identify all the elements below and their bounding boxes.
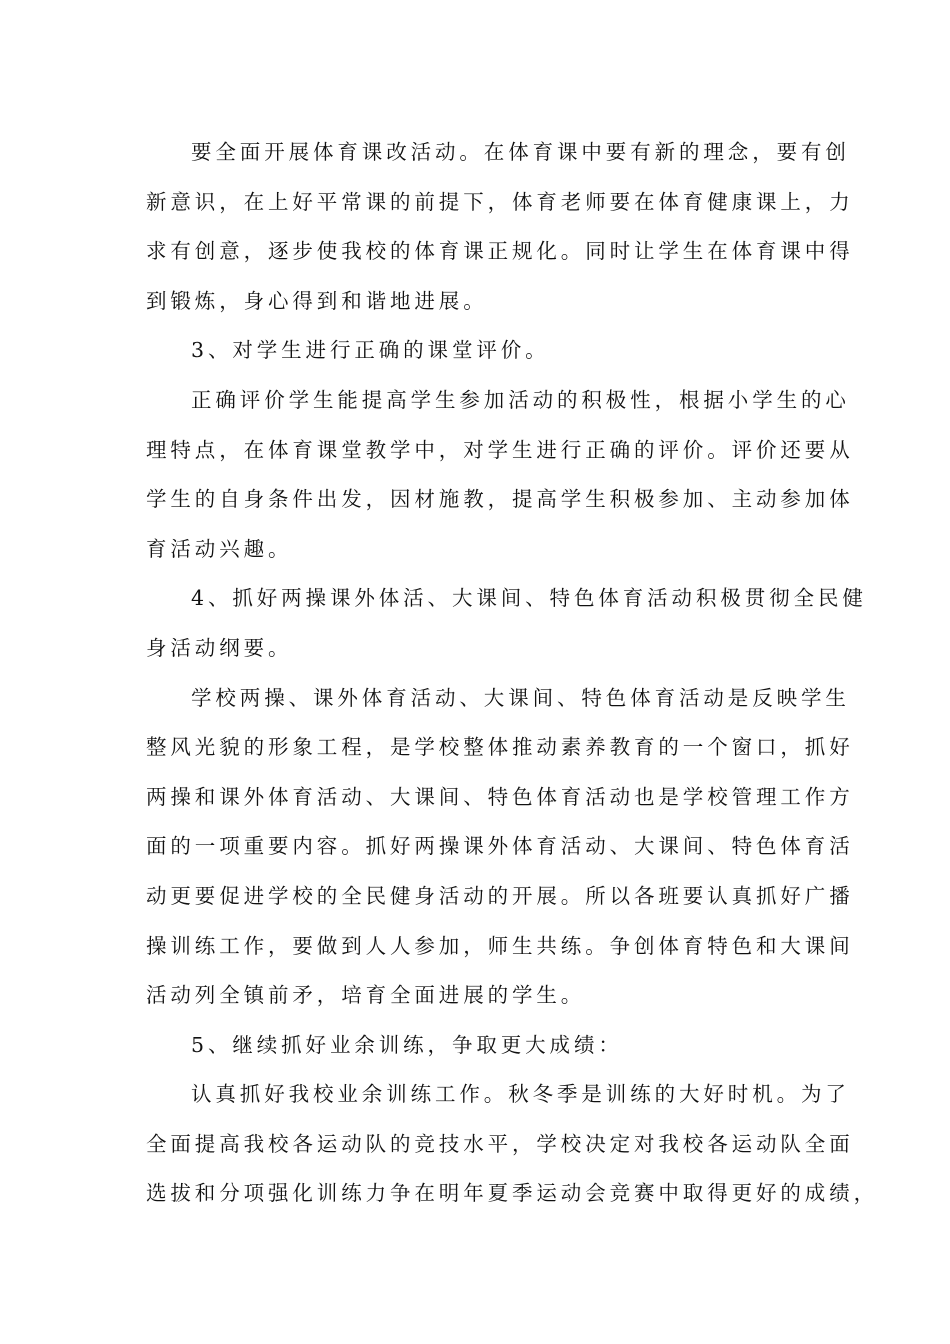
text-line: 认真抓好我校业余训练工作。秋冬季是训练的大好时机。为了 bbox=[191, 1082, 850, 1107]
text-line: 全面提高我校各运动队的竞技水平，学校决定对我校各运动队全面 bbox=[146, 1131, 854, 1156]
text-line: 两操和课外体育活动、大课间、特色体育活动也是学校管理工作方 bbox=[146, 784, 854, 809]
text-line: 操训练工作，要做到人人参加，师生共练。争创体育特色和大课间 bbox=[146, 933, 854, 958]
text-line: 选拔和分项强化训练力争在明年夏季运动会竞赛中取得更好的成绩， bbox=[146, 1181, 878, 1206]
text-line: 学生的自身条件出发，因材施教，提高学生积极参加、主动参加体 bbox=[146, 487, 854, 512]
text-line: 到锻炼，身心得到和谐地进展。 bbox=[146, 288, 488, 313]
text-line: 求有创意，逐步使我校的体育课正规化。同时让学生在体育课中得 bbox=[146, 239, 854, 264]
text-line: 育活动兴趣。 bbox=[146, 536, 293, 561]
text-line: 理特点，在体育课堂教学中，对学生进行正确的评价。评价还要从 bbox=[146, 437, 854, 462]
text-line: 活动列全镇前矛，培育全面进展的学生。 bbox=[146, 983, 586, 1008]
section-heading: 5、继续抓好业余训练，争取更大成绩： bbox=[191, 1032, 623, 1057]
text-line: 学校两操、课外体育活动、大课间、特色体育活动是反映学生 bbox=[191, 685, 850, 710]
text-line: 新意识，在上好平常课的前提下，体育老师要在体育健康课上，力 bbox=[146, 189, 854, 214]
section-heading: 身活动纲要。 bbox=[146, 635, 293, 660]
text-line: 要全面开展体育课改活动。在体育课中要有新的理念，要有创 bbox=[191, 140, 850, 164]
text-line: 整风光貌的形象工程，是学校整体推动素养教育的一个窗口，抓好 bbox=[146, 735, 854, 760]
text-line: 动更要促进学校的全民健身活动的开展。所以各班要认真抓好广播 bbox=[146, 883, 854, 908]
section-heading: 3、对学生进行正确的课堂评价。 bbox=[191, 338, 550, 363]
body-text bbox=[146, 128, 878, 1219]
text-line: 正确评价学生能提高学生参加活动的积极性，根据小学生的心 bbox=[191, 387, 850, 412]
text-line: 面的一项重要内容。抓好两操课外体育活动、大课间、特色体育活 bbox=[146, 834, 854, 859]
section-heading: 4、抓好两操课外体活、大课间、特色体育活动积极贯彻全民健 bbox=[191, 586, 867, 611]
